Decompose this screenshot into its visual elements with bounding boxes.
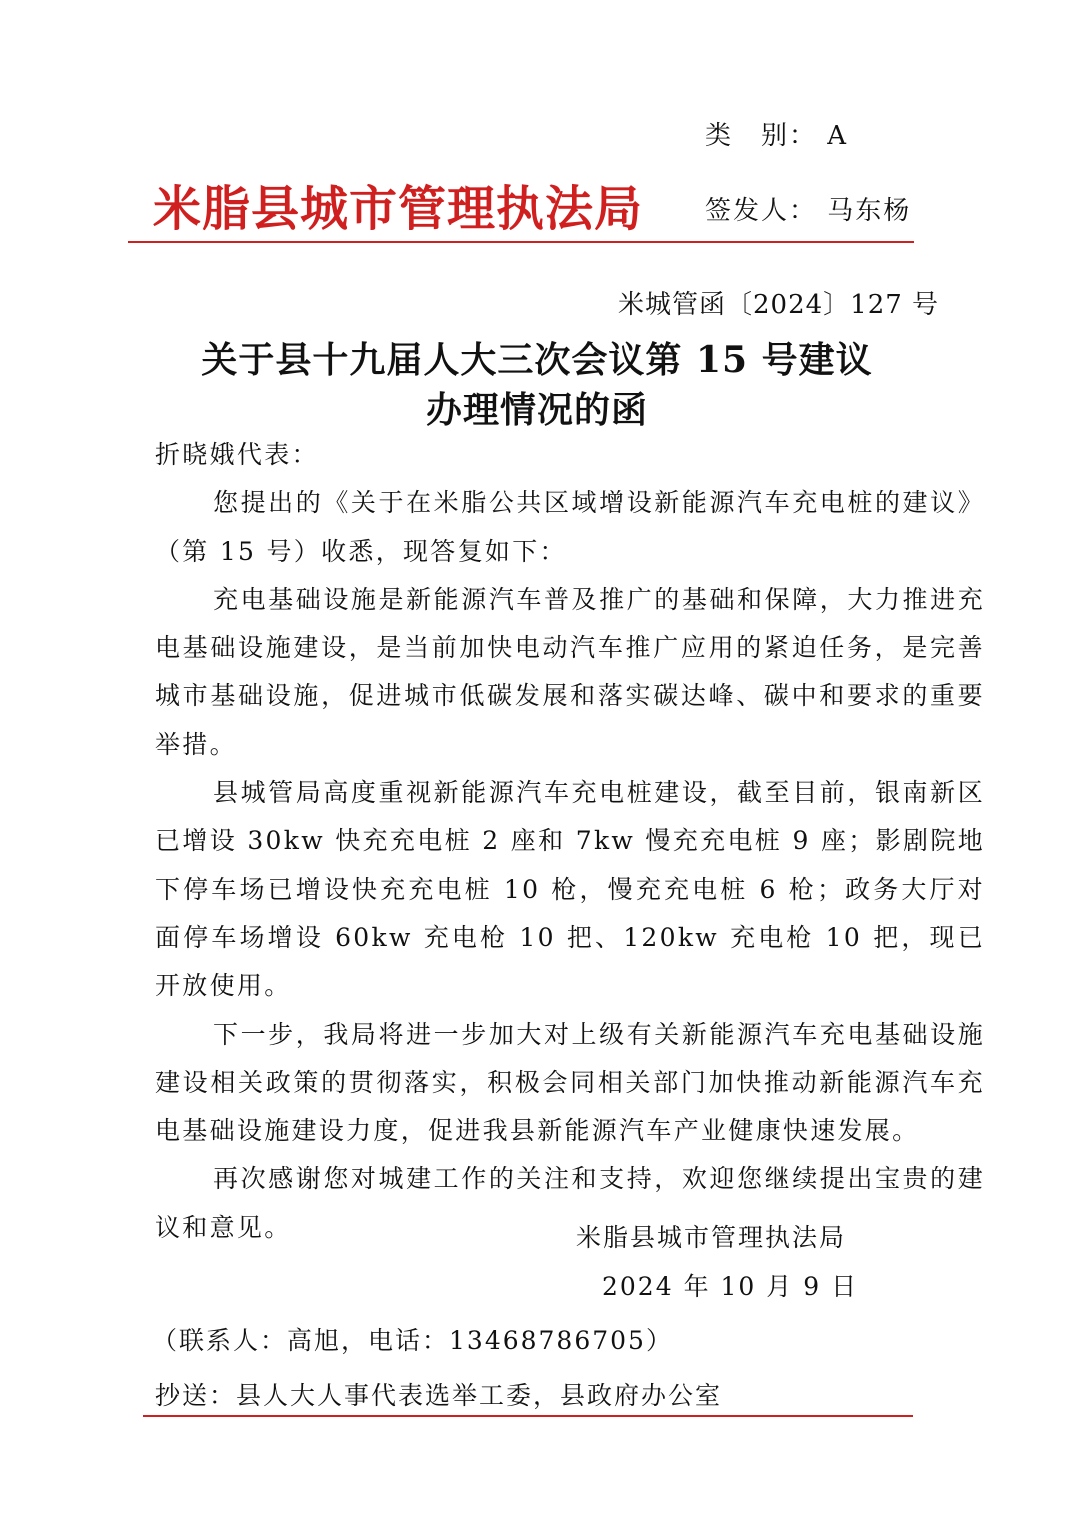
signature-date: 2024 年 10 月 9 日 [602, 1272, 859, 1301]
paragraph: 县城管局高度重视新能源汽车充电桩建设，截至目前，银南新区已增设 30kw 快充充电桩 2 座和 7kw 慢充充电桩 9 座；影剧院地下停车场已增设快充充电桩 10 枪，慢充充电桩 6 枪；政务大厅对面停车场增设 60kw 充电枪 10 把、120kw 充电枪 10 把，现已开放使用。 [155, 778, 985, 1001]
paragraph: 下一步，我局将进一步加大对上级有关新能源汽车充电基础设施建设相关政策的贯彻落实，积极会同相关部门加快推动新能源汽车充电基础设施建设力度，促进我县新能源汽车产业健康快速发展。 [155, 1019, 985, 1146]
footer-divider [143, 1415, 913, 1417]
signer-name: 马东杨 [827, 196, 912, 226]
paragraph: 再次感谢您对城建工作的关注和支持，欢迎您继续提出宝贵的建议和意见。 [155, 1164, 985, 1242]
doc-number: 米城管函〔2024〕127 号 [618, 290, 940, 320]
category-label: 类 别： [705, 121, 818, 151]
header-divider [128, 241, 914, 243]
category-value: A [827, 121, 849, 151]
org-title: 米脂县城市管理执法局 [153, 181, 644, 237]
doc-title-line2: 办理情况的函 [425, 389, 648, 431]
signature-org: 米脂县城市管理执法局 [576, 1223, 847, 1252]
category-line [705, 115, 848, 152]
contact-info: （联系人：高旭，电话：13468786705） [152, 1326, 673, 1355]
letter-body [155, 431, 985, 1252]
salutation: 折晓娥代表： [155, 440, 319, 469]
signer-label: 签发人： [705, 196, 818, 226]
signer-line [705, 190, 911, 227]
paragraph: 您提出的《关于在米脂公共区域增设新能源汽车充电桩的建议》（第 15 号）收悉，现答复如下： [155, 488, 985, 566]
cc-line: 抄送：县人大人事代表选举工委，县政府办公室 [155, 1381, 723, 1410]
doc-title-line1: 关于县十九届人大三次会议第 15 号建议 [201, 339, 873, 381]
paragraph: 充电基础设施是新能源汽车普及推广的基础和保障，大力推进充电基础设施建设，是当前加快电动汽车推广应用的紧迫任务，是完善城市基础设施，促进城市低碳发展和落实碳达峰、碳中和要求的重要举措。 [155, 584, 985, 759]
